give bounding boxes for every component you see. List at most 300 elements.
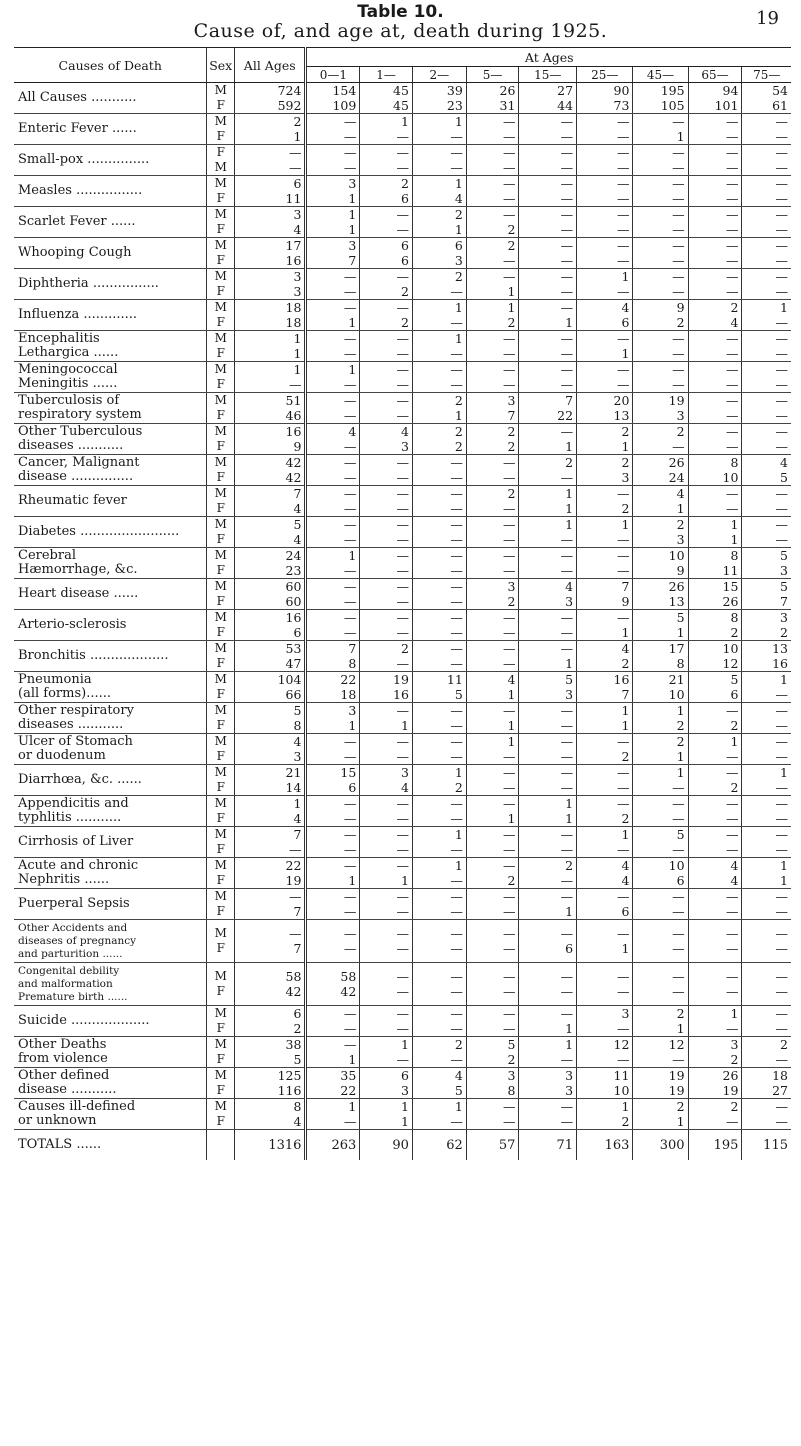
all-ages-value: 53 bbox=[285, 641, 302, 656]
all-ages-value: 1 bbox=[293, 331, 302, 346]
age-value: 5 bbox=[780, 470, 788, 485]
age-value: — bbox=[616, 1052, 630, 1067]
sex-label: F bbox=[216, 656, 225, 670]
age-value: — bbox=[725, 362, 739, 377]
age-cell bbox=[412, 827, 466, 858]
age-value: — bbox=[616, 532, 630, 547]
age-value: 4 bbox=[454, 191, 463, 206]
age-value: 3 bbox=[676, 532, 685, 547]
age-value: 4 bbox=[730, 315, 739, 330]
sex-cell bbox=[207, 579, 235, 610]
table-row bbox=[14, 1068, 791, 1099]
age-value: 2 bbox=[730, 1052, 739, 1067]
cause-cell bbox=[14, 963, 207, 1006]
age-value: 1 bbox=[565, 811, 574, 826]
age-value: 3 bbox=[621, 470, 630, 485]
sex-label: F bbox=[216, 873, 225, 887]
sex-label: F bbox=[216, 941, 225, 955]
age-value: 5 bbox=[676, 827, 685, 842]
age-value: — bbox=[396, 984, 409, 999]
all-ages-value: 11 bbox=[285, 191, 302, 206]
age-cell bbox=[412, 703, 466, 734]
age-value: — bbox=[396, 300, 409, 315]
age-cell bbox=[466, 579, 519, 610]
age-value: 101 bbox=[714, 98, 739, 113]
age-cell bbox=[633, 963, 688, 1006]
age-value: — bbox=[450, 718, 463, 733]
cause-label: Bronchitis ................... bbox=[18, 648, 169, 663]
cause-cell bbox=[14, 641, 207, 672]
age-value: — bbox=[502, 548, 516, 563]
age-cell bbox=[519, 703, 577, 734]
all-ages-cell bbox=[235, 703, 306, 734]
age-cell bbox=[412, 858, 466, 889]
all-ages-value: 19 bbox=[285, 873, 302, 888]
age-value: 1 bbox=[348, 548, 357, 563]
cause-label: Other defined bbox=[18, 1068, 110, 1083]
age-value: 4 bbox=[730, 858, 739, 873]
all-ages-cell bbox=[235, 517, 306, 548]
age-cell bbox=[742, 486, 791, 517]
age-cell bbox=[466, 703, 519, 734]
age-cell bbox=[412, 1006, 466, 1037]
age-value: — bbox=[775, 207, 788, 222]
age-cell bbox=[412, 517, 466, 548]
age-value: — bbox=[775, 926, 788, 941]
age-cell bbox=[306, 858, 360, 889]
age-cell bbox=[688, 920, 742, 963]
all-ages-value: 51 bbox=[285, 393, 302, 408]
all-ages-cell bbox=[235, 269, 306, 300]
age-cell bbox=[633, 703, 688, 734]
age-value: — bbox=[502, 176, 516, 191]
all-ages-value: — bbox=[288, 145, 302, 160]
age-cell bbox=[519, 331, 577, 362]
cause-cell bbox=[14, 765, 207, 796]
cause-label: Suicide ................... bbox=[18, 1013, 150, 1028]
age-value: — bbox=[775, 377, 788, 392]
age-cell bbox=[577, 1068, 633, 1099]
age-value: — bbox=[396, 904, 409, 919]
cause-label: Congenital debility bbox=[18, 964, 120, 977]
cause-cell bbox=[14, 269, 207, 300]
age-value: 4 bbox=[621, 873, 630, 888]
age-cell bbox=[519, 238, 577, 269]
age-cell bbox=[577, 486, 633, 517]
age-value: 3 bbox=[730, 1037, 739, 1052]
age-value: — bbox=[396, 579, 409, 594]
age-value: 1 bbox=[565, 315, 574, 330]
age-cell bbox=[306, 362, 360, 393]
table-row bbox=[14, 765, 791, 796]
age-value: — bbox=[450, 889, 463, 904]
age-cell bbox=[360, 703, 413, 734]
age-value: 2 bbox=[454, 269, 463, 284]
age-value: — bbox=[775, 941, 788, 956]
age-value: 1 bbox=[621, 625, 630, 640]
age-value: — bbox=[560, 362, 574, 377]
sex-label: M bbox=[214, 114, 227, 128]
age-value: 3 bbox=[400, 765, 409, 780]
age-cell bbox=[742, 393, 791, 424]
age-value: — bbox=[502, 969, 516, 984]
age-cell bbox=[633, 207, 688, 238]
age-cell bbox=[519, 1068, 577, 1099]
age-value: 26 bbox=[668, 579, 685, 594]
age-cell bbox=[519, 486, 577, 517]
cause-label: Hæmorrhage, &c. bbox=[18, 562, 138, 577]
table-row bbox=[14, 517, 791, 548]
age-value: 22 bbox=[340, 1083, 357, 1098]
header-age-1: 1— bbox=[360, 67, 413, 83]
age-cell bbox=[742, 269, 791, 300]
age-cell bbox=[360, 765, 413, 796]
age-value: 2 bbox=[676, 315, 685, 330]
all-ages-value: 9 bbox=[293, 439, 302, 454]
age-value: — bbox=[560, 827, 574, 842]
age-cell bbox=[633, 858, 688, 889]
age-value: 1 bbox=[565, 1037, 574, 1052]
age-value: — bbox=[672, 253, 685, 268]
age-value: 7 bbox=[780, 594, 788, 609]
age-value: — bbox=[450, 470, 463, 485]
age-value: — bbox=[725, 408, 739, 423]
age-value: — bbox=[396, 842, 409, 857]
age-cell bbox=[633, 83, 688, 114]
age-value: — bbox=[725, 842, 739, 857]
age-cell bbox=[688, 796, 742, 827]
age-value: — bbox=[343, 579, 357, 594]
age-cell bbox=[742, 238, 791, 269]
age-value: 8 bbox=[730, 548, 739, 563]
age-value: — bbox=[502, 858, 516, 873]
totals-row bbox=[14, 1130, 791, 1161]
age-value: 1 bbox=[348, 718, 357, 733]
age-value: — bbox=[672, 984, 685, 999]
cause-cell bbox=[14, 176, 207, 207]
age-value: — bbox=[672, 269, 685, 284]
age-value: — bbox=[396, 703, 409, 718]
all-ages-value: 3 bbox=[293, 269, 302, 284]
age-value: — bbox=[343, 470, 357, 485]
totals-age-value: 163 bbox=[577, 1130, 633, 1161]
age-cell bbox=[688, 765, 742, 796]
age-value: — bbox=[502, 207, 516, 222]
age-value: 12 bbox=[613, 1037, 630, 1052]
age-value: — bbox=[560, 300, 574, 315]
age-cell bbox=[466, 1068, 519, 1099]
age-value: 4 bbox=[507, 672, 516, 687]
age-value: 2 bbox=[730, 780, 739, 795]
age-value: 11 bbox=[613, 1068, 630, 1083]
sex-cell bbox=[207, 300, 235, 331]
cause-cell bbox=[14, 362, 207, 393]
age-value: 1 bbox=[565, 796, 574, 811]
age-cell bbox=[466, 920, 519, 963]
age-value: — bbox=[343, 889, 357, 904]
age-value: 1 bbox=[565, 517, 574, 532]
age-cell bbox=[466, 1006, 519, 1037]
age-value: — bbox=[616, 207, 630, 222]
age-cell bbox=[688, 734, 742, 765]
all-ages-value: 16 bbox=[285, 610, 302, 625]
age-value: — bbox=[560, 625, 574, 640]
age-cell bbox=[577, 114, 633, 145]
age-value: — bbox=[502, 1006, 516, 1021]
age-value: — bbox=[560, 160, 574, 175]
age-value: 2 bbox=[621, 501, 630, 516]
sex-cell bbox=[207, 765, 235, 796]
age-value: — bbox=[560, 1114, 574, 1129]
age-value: — bbox=[725, 827, 739, 842]
sex-label: F bbox=[216, 984, 225, 998]
age-value: — bbox=[502, 749, 516, 764]
age-cell bbox=[412, 269, 466, 300]
age-value: — bbox=[450, 548, 463, 563]
age-value: — bbox=[775, 176, 788, 191]
sex-label: F bbox=[216, 284, 225, 298]
age-cell bbox=[688, 1006, 742, 1037]
age-value: 2 bbox=[621, 656, 630, 671]
age-value: — bbox=[343, 129, 357, 144]
sex-cell bbox=[207, 114, 235, 145]
age-value: 45 bbox=[393, 83, 409, 98]
age-cell bbox=[306, 331, 360, 362]
cause-label: and malformation bbox=[18, 977, 113, 990]
cause-label: Other Deaths bbox=[18, 1037, 107, 1052]
sex-label: M bbox=[214, 300, 227, 314]
cause-cell bbox=[14, 145, 207, 176]
age-value: 26 bbox=[722, 1068, 739, 1083]
cause-label: Premature birth ...... bbox=[18, 990, 128, 1003]
age-value: — bbox=[560, 176, 574, 191]
age-value: — bbox=[343, 842, 357, 857]
age-value: 10 bbox=[668, 687, 685, 702]
age-value: 44 bbox=[557, 98, 574, 113]
age-value: 4 bbox=[348, 424, 357, 439]
age-value: — bbox=[725, 1114, 739, 1129]
age-value: — bbox=[396, 749, 409, 764]
age-value: — bbox=[560, 191, 574, 206]
table-row bbox=[14, 83, 791, 114]
all-ages-value: 7 bbox=[293, 486, 302, 501]
age-value: — bbox=[502, 129, 516, 144]
age-cell bbox=[360, 1006, 413, 1037]
age-cell bbox=[633, 486, 688, 517]
age-cell bbox=[306, 114, 360, 145]
age-value: — bbox=[672, 889, 685, 904]
age-value: — bbox=[672, 176, 685, 191]
age-value: 1 bbox=[348, 191, 357, 206]
age-cell bbox=[360, 672, 413, 703]
age-value: — bbox=[672, 222, 685, 237]
age-value: 1 bbox=[676, 129, 685, 144]
sex-label: M bbox=[214, 269, 227, 283]
cause-cell bbox=[14, 889, 207, 920]
age-cell bbox=[306, 486, 360, 517]
age-cell bbox=[742, 114, 791, 145]
age-cell bbox=[742, 963, 791, 1006]
age-value: 3 bbox=[400, 1083, 409, 1098]
sex-cell bbox=[207, 331, 235, 362]
age-cell bbox=[688, 610, 742, 641]
age-value: 1 bbox=[507, 284, 516, 299]
table-row bbox=[14, 548, 791, 579]
age-cell bbox=[577, 827, 633, 858]
age-value: — bbox=[396, 610, 409, 625]
sex-cell bbox=[207, 83, 235, 114]
age-cell bbox=[519, 424, 577, 455]
all-ages-value: 18 bbox=[285, 300, 302, 315]
age-value: 5 bbox=[454, 687, 463, 702]
age-cell bbox=[306, 765, 360, 796]
age-cell bbox=[633, 238, 688, 269]
age-value: 2 bbox=[507, 1052, 516, 1067]
age-cell bbox=[306, 579, 360, 610]
sex-label: M bbox=[214, 517, 227, 531]
age-cell bbox=[577, 455, 633, 486]
cause-label: Influenza ............. bbox=[18, 307, 138, 322]
age-cell bbox=[688, 393, 742, 424]
age-value: — bbox=[396, 858, 409, 873]
age-cell bbox=[742, 548, 791, 579]
age-cell bbox=[577, 1099, 633, 1130]
all-ages-cell bbox=[235, 331, 306, 362]
age-value: 1 bbox=[454, 222, 463, 237]
all-ages-value: 47 bbox=[285, 656, 302, 671]
table-row bbox=[14, 610, 791, 641]
cause-label: (all forms)...... bbox=[18, 686, 111, 701]
age-value: — bbox=[616, 284, 630, 299]
age-value: 1 bbox=[348, 362, 357, 377]
sex-label: F bbox=[216, 501, 225, 515]
age-cell bbox=[633, 765, 688, 796]
age-cell bbox=[577, 145, 633, 176]
age-value: 1 bbox=[507, 811, 516, 826]
cause-label: Pneumonia bbox=[18, 672, 92, 687]
cause-cell bbox=[14, 486, 207, 517]
age-cell bbox=[360, 889, 413, 920]
age-value: — bbox=[450, 1052, 463, 1067]
age-value: 3 bbox=[565, 1083, 574, 1098]
cause-cell bbox=[14, 331, 207, 362]
age-value: — bbox=[725, 238, 739, 253]
age-value: — bbox=[502, 501, 516, 516]
age-value: 1 bbox=[565, 486, 574, 501]
age-value: — bbox=[775, 284, 788, 299]
age-cell bbox=[306, 238, 360, 269]
sex-cell bbox=[207, 734, 235, 765]
cause-label: Enteric Fever ...... bbox=[18, 121, 137, 136]
cause-label: Encephalitis bbox=[18, 331, 100, 346]
age-value: — bbox=[450, 594, 463, 609]
age-cell bbox=[577, 331, 633, 362]
age-value: — bbox=[616, 377, 630, 392]
age-cell bbox=[360, 362, 413, 393]
age-value: — bbox=[672, 191, 685, 206]
age-value: — bbox=[560, 563, 574, 578]
age-value: 21 bbox=[668, 672, 685, 687]
age-value: — bbox=[775, 984, 788, 999]
cause-label: Arterio-sclerosis bbox=[18, 617, 127, 632]
all-ages-cell bbox=[235, 796, 306, 827]
age-value: — bbox=[343, 439, 357, 454]
age-value: 6 bbox=[621, 904, 630, 919]
age-value: — bbox=[343, 1006, 357, 1021]
age-cell bbox=[412, 486, 466, 517]
age-value: — bbox=[502, 269, 516, 284]
sex-label: F bbox=[216, 1114, 225, 1128]
cause-cell bbox=[14, 734, 207, 765]
age-value: 3 bbox=[565, 687, 574, 702]
all-ages-value: 5 bbox=[293, 1052, 302, 1067]
age-value: 1 bbox=[676, 1114, 685, 1129]
age-value: — bbox=[396, 548, 409, 563]
all-ages-value: — bbox=[288, 160, 302, 175]
age-value: — bbox=[396, 656, 409, 671]
cause-cell bbox=[14, 207, 207, 238]
age-cell bbox=[688, 579, 742, 610]
table-row bbox=[14, 393, 791, 424]
age-cell bbox=[688, 362, 742, 393]
age-value: — bbox=[672, 377, 685, 392]
age-value: — bbox=[560, 780, 574, 795]
age-value: — bbox=[725, 129, 739, 144]
age-value: — bbox=[502, 827, 516, 842]
age-value: — bbox=[560, 703, 574, 718]
age-cell bbox=[577, 362, 633, 393]
age-value: 6 bbox=[730, 687, 739, 702]
age-value: — bbox=[616, 145, 630, 160]
age-value: 35 bbox=[340, 1068, 357, 1083]
age-value: 2 bbox=[565, 858, 574, 873]
age-cell bbox=[742, 145, 791, 176]
sex-cell bbox=[207, 1006, 235, 1037]
age-cell bbox=[742, 796, 791, 827]
age-value: — bbox=[725, 501, 739, 516]
age-value: 4 bbox=[780, 455, 788, 470]
table-row bbox=[14, 424, 791, 455]
sex-label: M bbox=[214, 1068, 227, 1082]
age-cell bbox=[742, 827, 791, 858]
sex-label: M bbox=[214, 83, 227, 97]
all-ages-value: 14 bbox=[285, 780, 302, 795]
age-value: 6 bbox=[400, 1068, 409, 1083]
age-value: — bbox=[775, 749, 788, 764]
age-value: 154 bbox=[332, 83, 357, 98]
age-value: — bbox=[725, 222, 739, 237]
age-cell bbox=[360, 393, 413, 424]
age-cell bbox=[633, 424, 688, 455]
all-ages-value: 60 bbox=[285, 579, 302, 594]
age-value: — bbox=[450, 749, 463, 764]
age-value: — bbox=[616, 563, 630, 578]
age-value: 73 bbox=[613, 98, 630, 113]
age-cell bbox=[688, 963, 742, 1006]
age-value: — bbox=[672, 160, 685, 175]
age-cell bbox=[466, 889, 519, 920]
age-value: — bbox=[616, 114, 630, 129]
age-value: 13 bbox=[772, 641, 788, 656]
age-value: — bbox=[560, 1052, 574, 1067]
age-value: — bbox=[725, 253, 739, 268]
sex-cell bbox=[207, 703, 235, 734]
age-cell bbox=[688, 331, 742, 362]
all-ages-value: 18 bbox=[285, 315, 302, 330]
age-value: — bbox=[560, 984, 574, 999]
age-value: — bbox=[775, 1099, 788, 1114]
age-cell bbox=[633, 548, 688, 579]
